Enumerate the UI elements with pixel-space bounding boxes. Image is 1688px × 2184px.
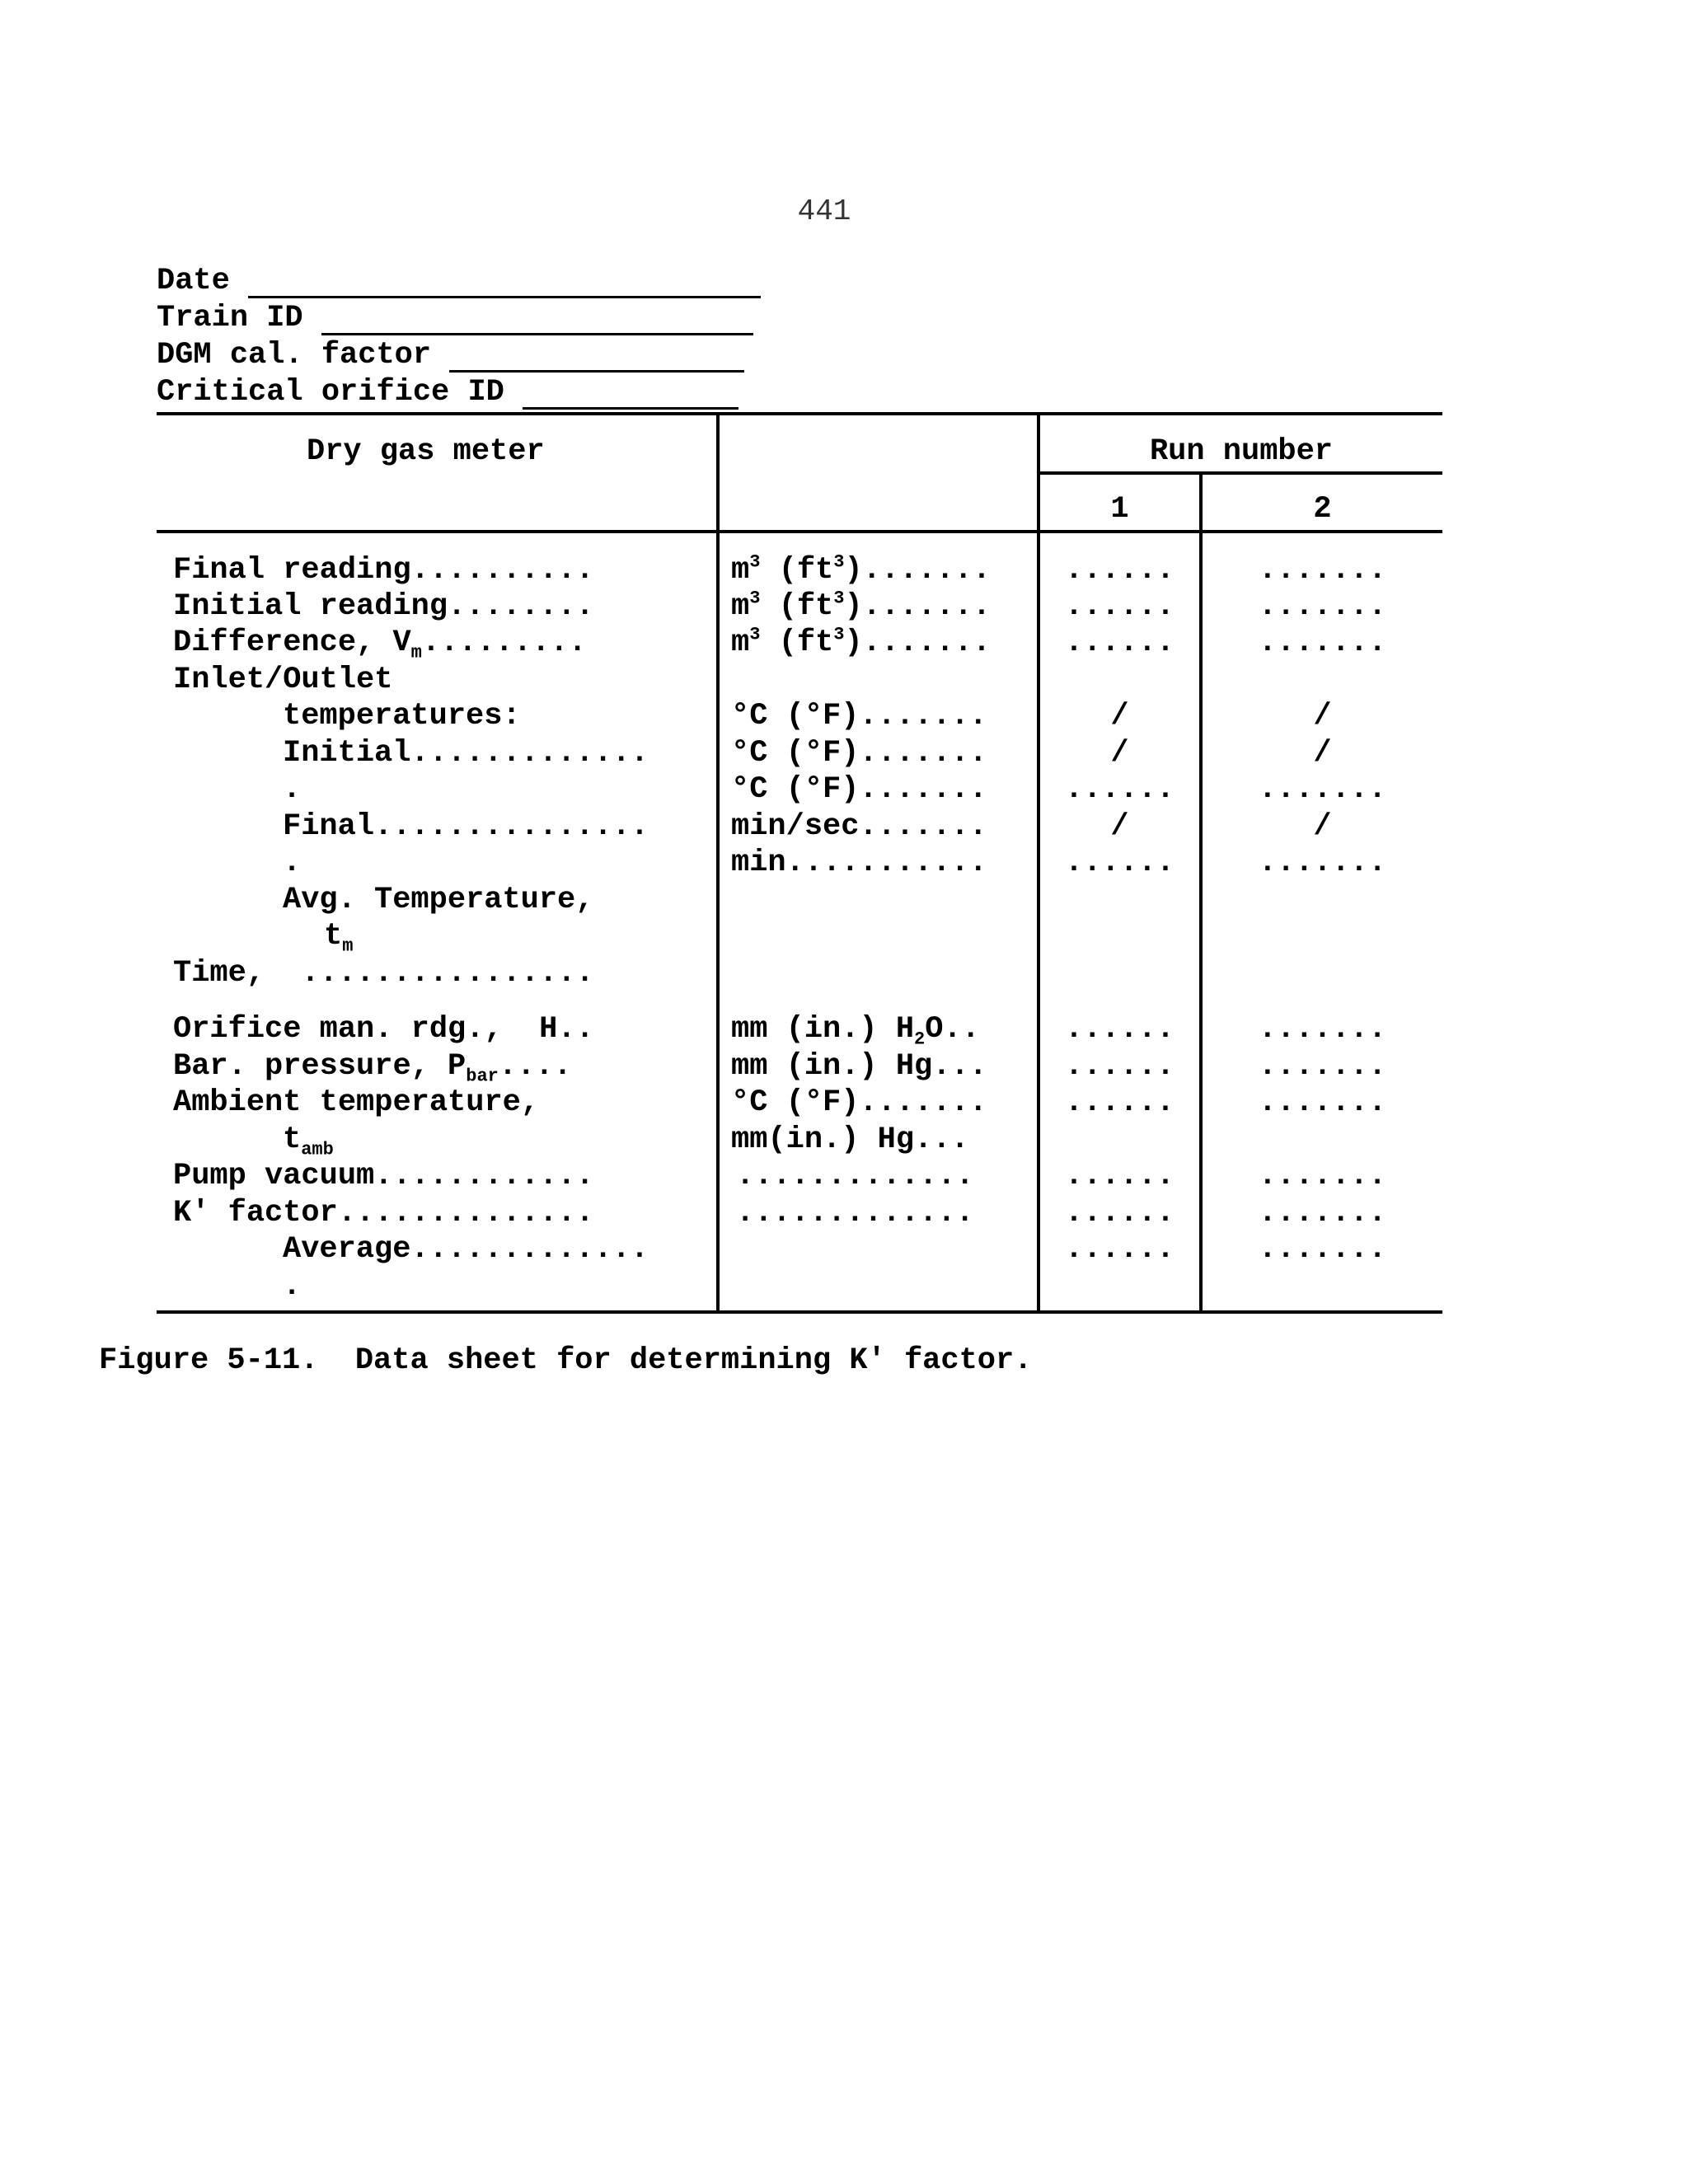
- unit-orifice: [731, 1011, 980, 1048]
- unit-initial: °C (°F).......: [731, 736, 987, 771]
- row-initial-reading-label: Initial reading........: [173, 589, 594, 624]
- unit-pump-vacuum: .............: [736, 1159, 974, 1193]
- run1-orifice: ......: [1064, 1012, 1175, 1047]
- unit-difference: [731, 625, 991, 662]
- table-top-rule: [157, 412, 1442, 415]
- critical-orifice-field: [157, 375, 767, 410]
- header-run-1: 1: [1110, 492, 1129, 527]
- unit-exp: 3: [833, 551, 845, 573]
- run2-orifice: .......: [1258, 1012, 1387, 1047]
- unit-k-factor: .............: [736, 1196, 974, 1230]
- row-difference-label: [173, 625, 587, 662]
- row-final-label: Final...............: [283, 809, 649, 844]
- row-pump-vacuum-label: Pump vacuum............: [173, 1159, 594, 1193]
- difference-subscript: m: [410, 642, 422, 663]
- bar-pressure-dots: ....: [498, 1049, 572, 1084]
- run1-final: /: [1110, 809, 1129, 844]
- train-id-label: Train ID: [157, 301, 303, 335]
- unit-exp: 3: [749, 551, 761, 573]
- tm-subscript: m: [342, 935, 354, 957]
- date-blank-line: [248, 266, 761, 298]
- train-id-field: [157, 301, 767, 335]
- unit-exp: 3: [833, 624, 845, 645]
- unit-final: min/sec.......: [731, 809, 987, 844]
- run2-dot-1: .......: [1258, 772, 1387, 807]
- table-bottom-rule: [157, 1310, 1442, 1314]
- header-dry-gas-meter: Dry gas meter: [307, 434, 545, 469]
- unit-m: m: [731, 553, 750, 588]
- unit-final-reading: [731, 552, 991, 589]
- row-ambient-label: Ambient temperature,: [173, 1085, 540, 1120]
- row-dot-1: .: [283, 772, 302, 807]
- unit-bar-pressure: mm (in.) Hg...: [731, 1049, 987, 1084]
- run1-dot-1: ......: [1064, 772, 1175, 807]
- run1-initial: /: [1110, 736, 1129, 771]
- header-run-number: Run number: [1149, 434, 1334, 469]
- mm-h2o-text: mm (in.) H: [731, 1012, 915, 1047]
- dgm-cal-factor-label: DGM cal. factor: [157, 338, 432, 373]
- unit-dots: ).......: [844, 589, 992, 624]
- run2-difference: .......: [1258, 626, 1387, 660]
- table-header-bottom-rule: [157, 530, 1442, 533]
- unit-ambient: °C (°F).......: [731, 1085, 987, 1120]
- row-orifice-label: Orifice man. rdg., H..: [173, 1012, 594, 1047]
- date-label: Date: [157, 264, 230, 298]
- run2-final-reading: .......: [1258, 553, 1387, 588]
- run2-initial-reading: .......: [1258, 589, 1387, 624]
- run2-k-factor: .......: [1258, 1196, 1387, 1230]
- train-id-blank-line: [321, 303, 753, 335]
- row-average-label: Average.............: [283, 1232, 649, 1267]
- unit-ft: (ft: [760, 589, 834, 624]
- bar-pressure-text: Bar. pressure, P: [173, 1049, 467, 1084]
- row-final-reading-label: Final reading..........: [173, 553, 594, 588]
- unit-tamb: mm(in.) Hg...: [731, 1122, 969, 1157]
- dgm-cal-factor-field: [157, 338, 767, 373]
- tamb-subscript: amb: [301, 1139, 334, 1160]
- h2o-subscript: 2: [914, 1029, 926, 1050]
- row-k-factor-label: K' factor..............: [173, 1196, 594, 1230]
- unit-exp: 3: [749, 588, 761, 609]
- run1-temperatures: /: [1110, 699, 1129, 733]
- critical-orifice-label: Critical orifice ID: [157, 375, 504, 410]
- run1-average: ......: [1064, 1232, 1175, 1267]
- critical-orifice-blank-line: [523, 377, 738, 410]
- row-inlet-outlet-label: Inlet/Outlet: [173, 663, 393, 697]
- unit-ft: (ft: [760, 626, 834, 660]
- mm-h2o-dots: O..: [925, 1012, 980, 1047]
- row-avg-temperature-label: Avg. Temperature,: [283, 883, 594, 917]
- row-dot-3: .: [283, 1269, 302, 1304]
- row-dot-2: .: [283, 846, 302, 880]
- run1-ambient: ......: [1064, 1085, 1175, 1120]
- run1-initial-reading: ......: [1064, 589, 1175, 624]
- unit-initial-reading: [731, 588, 991, 626]
- unit-m: m: [731, 626, 750, 660]
- run-number-underline: [1037, 471, 1442, 475]
- unit-m: m: [731, 589, 750, 624]
- dgm-cal-factor-blank-line: [449, 340, 744, 373]
- run2-temperatures: /: [1313, 699, 1332, 733]
- unit-dot-2: min...........: [731, 846, 987, 880]
- run2-average: .......: [1258, 1232, 1387, 1267]
- row-bar-pressure-label: [173, 1048, 572, 1085]
- unit-dot-1: °C (°F).......: [731, 772, 987, 807]
- run2-dot-2: .......: [1258, 846, 1387, 880]
- run1-bar-pressure: ......: [1064, 1049, 1175, 1084]
- date-field: [157, 264, 767, 298]
- unit-exp: 3: [749, 624, 761, 645]
- run2-pump-vacuum: .......: [1258, 1159, 1387, 1193]
- page-number: 441: [797, 194, 851, 228]
- difference-text: Difference, V: [173, 626, 411, 660]
- run1-final-reading: ......: [1064, 553, 1175, 588]
- run2-ambient: .......: [1258, 1085, 1387, 1120]
- tm-text: t: [324, 919, 343, 954]
- row-tm-label: [324, 918, 353, 955]
- difference-dots: .........: [421, 626, 587, 660]
- row-initial-label: Initial.............: [283, 736, 649, 771]
- bar-subscript: bar: [466, 1066, 499, 1087]
- run1-pump-vacuum: ......: [1064, 1159, 1175, 1193]
- run1-dot-2: ......: [1064, 846, 1175, 880]
- unit-exp: 3: [833, 588, 845, 609]
- row-temperatures-label: temperatures:: [283, 699, 521, 733]
- run2-bar-pressure: .......: [1258, 1049, 1387, 1084]
- unit-dots: ).......: [844, 553, 992, 588]
- run2-initial: /: [1313, 736, 1332, 771]
- run1-k-factor: ......: [1064, 1196, 1175, 1230]
- row-tamb-label: [283, 1122, 334, 1159]
- unit-ft: (ft: [760, 553, 834, 588]
- figure-caption: Figure 5-11. Data sheet for determining K' factor.: [99, 1343, 1033, 1378]
- header-run-2: 2: [1313, 492, 1332, 527]
- unit-temperatures: °C (°F).......: [731, 699, 987, 733]
- row-time-label: Time, ................: [173, 956, 594, 991]
- run2-final: /: [1313, 809, 1332, 844]
- col-divider-1: [716, 412, 720, 1314]
- tamb-text: t: [283, 1122, 302, 1157]
- unit-dots: ).......: [844, 626, 992, 660]
- run1-difference: ......: [1064, 626, 1175, 660]
